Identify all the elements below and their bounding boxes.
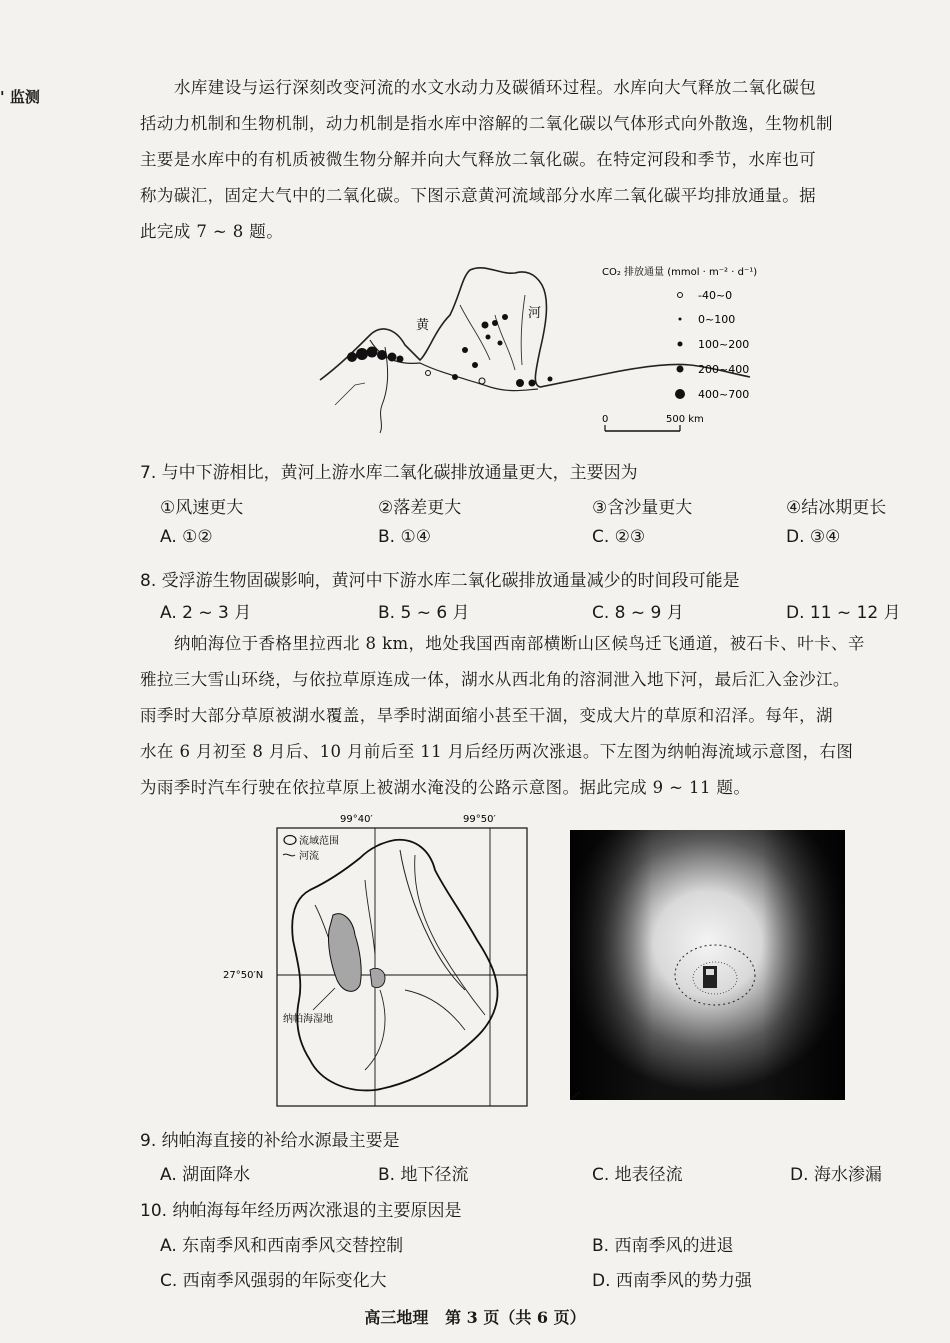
intro-paragraph-2 [140,626,930,806]
legend-basin: 流域范围 [299,836,339,847]
yellow-river-co2-map [310,255,810,440]
question-10-stem: 10. 纳帕海每年经历两次涨退的主要原因是 [140,1201,462,1221]
basin-boundary [292,840,497,1091]
q7-option-c[interactable]: C. ②③ [592,527,646,547]
napahai-wetland [328,914,361,992]
question-8-stem: 8. 受浮游生物固碳影响，黄河中下游水库二氧化碳排放通量减少的时间段可能是 [140,571,740,591]
napahai-basin-map [215,810,535,1110]
legend-basin-symbol [284,836,296,845]
intro1-line: 水库建设与运行深刻改变河流的水文水动力及碳循环过程。水库向大气释放二氧化碳包 [174,78,817,97]
wetland-label: 纳帕海湿地 [283,1014,333,1025]
legend-river-symbol [283,854,295,856]
q7-factor: ②落差更大 [378,498,462,518]
longitude-label: 99°40′ [340,814,373,825]
river-label-he: 河 [528,306,542,321]
river-label-huang: 黄 [416,318,430,333]
intro1-line: 主要是水库中的有机质被微生物分解并向大气释放二氧化碳。在特定河段和季节，水库也可 [140,150,816,169]
flooded-road-photo [570,830,845,1100]
page-footer: 高三地理 第 3 页（共 6 页） [364,1308,586,1327]
scale-end: 500 km [666,414,704,425]
legend-item: 200~400 [698,363,750,376]
latitude-label: 27°50′N [223,970,264,981]
intro1-line: 此完成 7 ~ 8 题。 [140,222,284,241]
q8-option-d[interactable]: D. 11 ~ 12 月 [786,603,901,623]
corner-label: ' 监测 [0,88,40,106]
legend-item: -40~0 [698,289,733,302]
intro2-line: 水在 6 月初至 8 月后、10 月前后至 11 月后经历两次涨退。下左图为纳帕海流域示意图，右图 [140,742,854,761]
q10-option-c[interactable]: C. 西南季风强弱的年际变化大 [160,1271,387,1291]
question-9-stem: 9. 纳帕海直接的补给水源最主要是 [140,1131,400,1151]
q7-option-d[interactable]: D. ③④ [786,527,841,547]
q9-option-b[interactable]: B. 地下径流 [378,1165,469,1185]
intro-paragraph-1 [140,70,930,250]
legend-item: 100~200 [698,338,750,351]
q8-option-c[interactable]: C. 8 ~ 9 月 [592,603,684,623]
q7-factor: ③含沙量更大 [592,498,693,518]
intro2-line: 纳帕海位于香格里拉西北 8 km，地处我国西南部横断山区候鸟迁飞通道，被石卡、叶卡、辛 [174,634,865,653]
q8-option-a[interactable]: A. 2 ~ 3 月 [160,603,252,623]
legend-river: 河流 [299,851,319,862]
intro2-line: 雅拉三大雪山环绕，与依拉草原连成一体，湖水从西北角的溶洞泄入地下河，最后汇入金沙江。 [140,670,850,689]
q9-option-a[interactable]: A. 湖面降水 [160,1165,251,1185]
q7-factor: ④结冰期更长 [786,498,887,518]
map-frame [277,828,527,1106]
q7-option-b[interactable]: B. ①④ [378,527,431,547]
question-7-stem: 7. 与中下游相比，黄河上游水库二氧化碳排放通量更大，主要因为 [140,463,638,483]
intro1-line: 括动力机制和生物机制，动力机制是指水库中溶解的二氧化碳以气体形式向外散逸，生物机制 [140,114,833,133]
q10-option-a[interactable]: A. 东南季风和西南季风交替控制 [160,1236,404,1256]
q10-option-d[interactable]: D. 西南季风的势力强 [592,1271,752,1291]
q7-option-a[interactable]: A. ①② [160,527,213,547]
q8-option-b[interactable]: B. 5 ~ 6 月 [378,603,470,623]
legend-title: CO₂ 排放通量 (mmol · m⁻² · d⁻¹) [602,267,758,278]
q9-option-d[interactable]: D. 海水渗漏 [790,1165,882,1185]
intro1-line: 称为碳汇，固定大气中的二氧化碳。下图示意黄河流域部分水库二氧化碳平均排放通量。据 [140,186,816,205]
q7-factor: ①风速更大 [160,498,244,518]
legend-item: 400~700 [698,388,750,401]
scale-start: 0 [602,414,609,425]
q9-option-c[interactable]: C. 地表径流 [592,1165,683,1185]
longitude-label: 99°50′ [463,814,496,825]
intro2-line: 雨季时大部分草原被湖水覆盖，旱季时湖面缩小甚至干涸，变成大片的草原和沼泽。每年，湖 [140,706,833,725]
intro2-line: 为雨季时汽车行驶在依拉草原上被湖水淹没的公路示意图。据此完成 9 ~ 11 题。 [140,778,751,797]
legend-item: 0~100 [698,313,736,326]
q10-option-b[interactable]: B. 西南季风的进退 [592,1236,734,1256]
